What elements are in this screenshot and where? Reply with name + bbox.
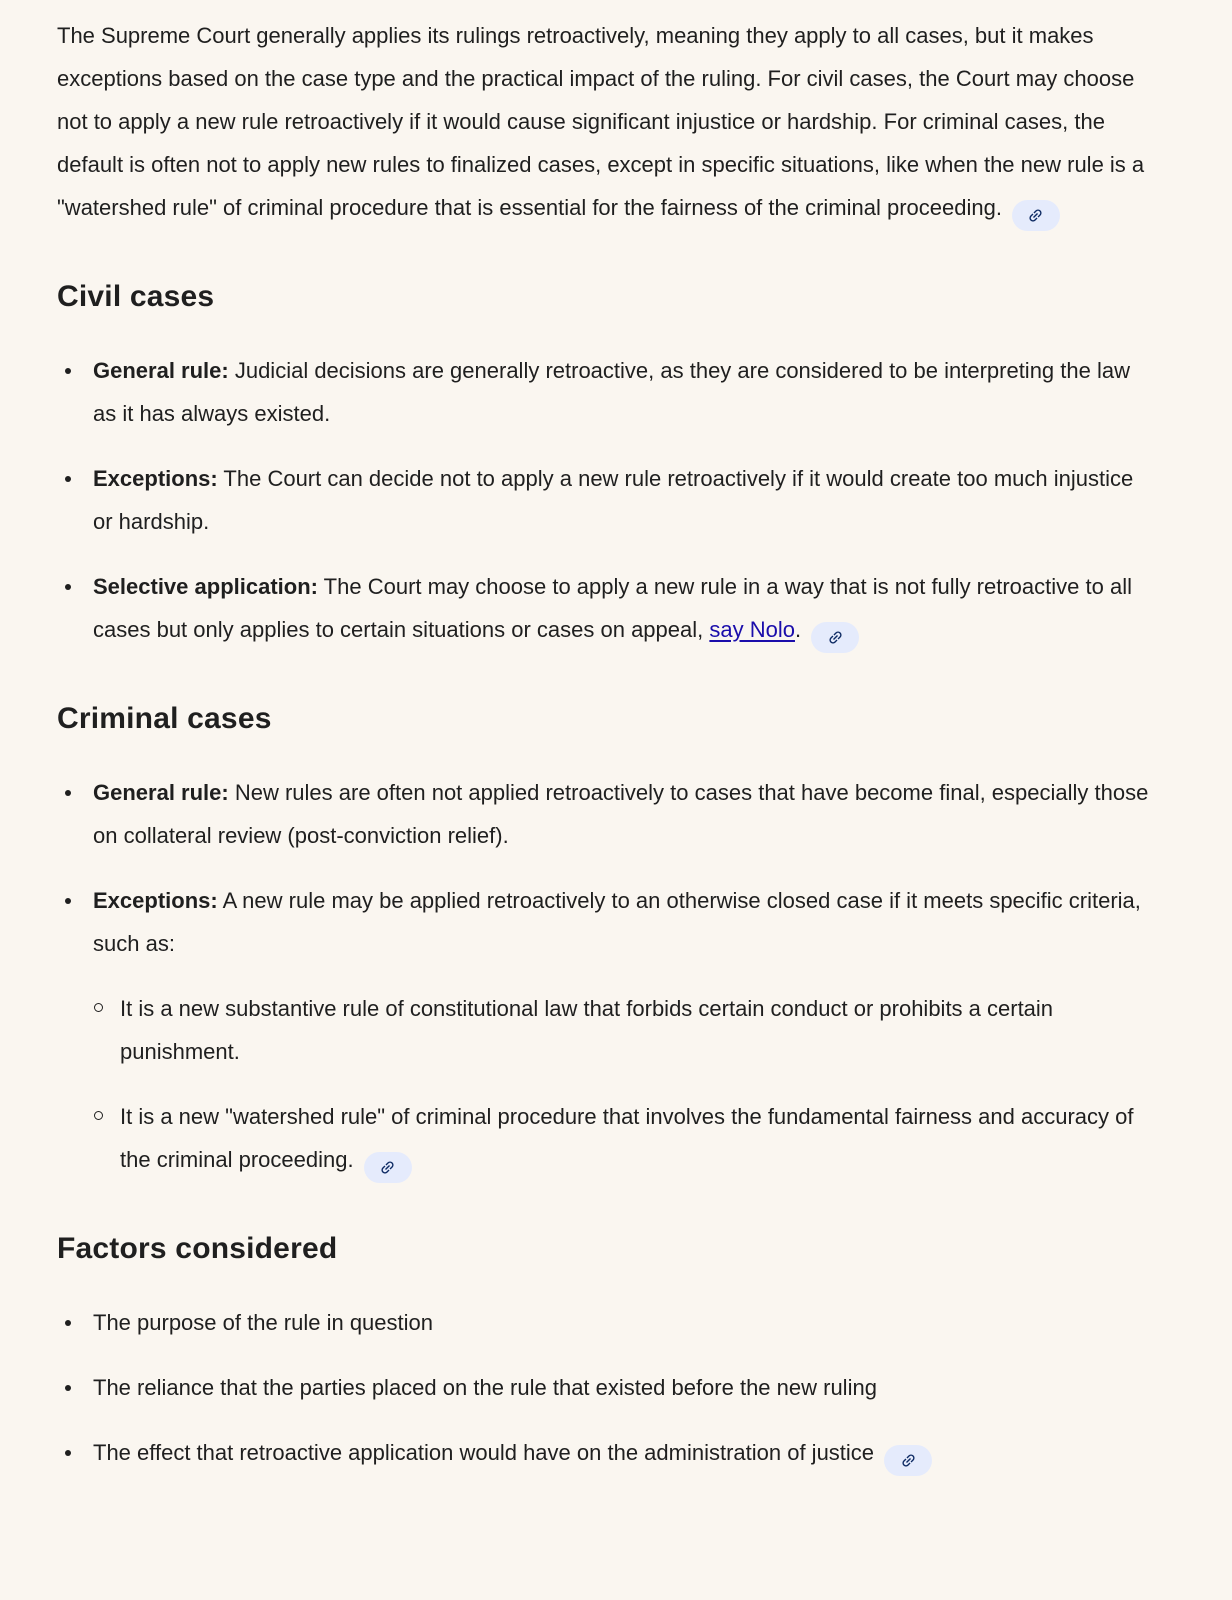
list-item [57, 1366, 1157, 1409]
sublist-item [93, 987, 1157, 1073]
bullet-list [57, 1301, 1157, 1476]
circle-bullet-icon [93, 1095, 120, 1183]
source-link-pill[interactable] [884, 1445, 932, 1476]
source-link-pill[interactable] [1012, 200, 1060, 231]
list-item [57, 457, 1157, 543]
section-heading: Civil cases [57, 280, 215, 313]
item-text: It is a new substantive rule of constitutional law that forbids certain conduct or prohibits a certain punishment. [120, 996, 1054, 1064]
section-heading: Criminal cases [57, 702, 272, 735]
item-text: The Court can decide not to apply a new rule retroactively if it would create too much injustice or hardship. [93, 466, 1134, 534]
bullet-icon [57, 457, 93, 543]
section-criminal-cases [57, 699, 1157, 1183]
list-item-text [93, 1301, 1157, 1344]
item-text: The reliance that the parties placed on the rule that existed before the new ruling [93, 1375, 877, 1400]
list-item-text [93, 457, 1157, 543]
sublist-item [93, 1095, 1157, 1183]
section-heading: Factors considered [57, 1232, 338, 1265]
link-icon [379, 1159, 396, 1176]
link-icon [1027, 207, 1044, 224]
item-text: It is a new "watershed rule" of criminal procedure that involves the fundamental fairness and accuracy of the criminal proceeding. [120, 1104, 1134, 1172]
link-icon [900, 1452, 917, 1469]
list-item [57, 565, 1157, 653]
list-item-text [93, 565, 1157, 653]
item-text: Judicial decisions are generally retroactive, as they are considered to be interpreting the law as it has always existed. [93, 358, 1130, 426]
list-item-text [120, 987, 1157, 1073]
item-text: A new rule may be applied retroactively to an otherwise closed case if it meets specific criteria, such as: [93, 888, 1141, 956]
list-item [57, 879, 1157, 1183]
sections [57, 277, 1157, 1476]
intro-pill-slot [1002, 195, 1060, 220]
bullet-icon [57, 879, 93, 1183]
inline-link[interactable]: say Nolo [709, 617, 795, 642]
item-text-after-link: . [794, 617, 802, 642]
list-item [57, 1431, 1157, 1476]
item-text: The Court may choose to apply a new rule in a way that is not fully retroactive to all cases but only applies to certain situations or cases on appeal, [93, 574, 1132, 642]
list-item [57, 1301, 1157, 1344]
item-text: The effect that retroactive application would have on the administration of justice [93, 1440, 875, 1465]
link-icon [827, 629, 844, 646]
section-factors-considered [57, 1229, 1157, 1476]
list-item-text [120, 1095, 1157, 1183]
list-item [57, 349, 1157, 435]
source-link-pill[interactable] [811, 622, 859, 653]
section-civil-cases [57, 277, 1157, 653]
list-item-text [93, 879, 1157, 1183]
circle-bullet-icon [93, 987, 120, 1073]
item-lead: Selective application: [93, 574, 318, 599]
list-item-text [93, 349, 1157, 435]
list-item-text [93, 1431, 1157, 1476]
item-text: The purpose of the rule in question [93, 1310, 434, 1335]
bullet-icon [57, 771, 93, 857]
item-lead: Exceptions: [93, 888, 218, 913]
bullet-list [57, 771, 1157, 1183]
bullet-icon [57, 349, 93, 435]
bullet-icon [57, 1366, 93, 1409]
intro-text: The Supreme Court generally applies its rulings retroactively, meaning they apply to all cases, but it makes exceptions based on the case type and the practical impact of the ruling. For civil cases, the Court may choose not to apply a new rule retroactively if it would cause significant injustice or hardship. For criminal cases, the default is often not to apply new rules to finalized cases, except in specific situations, like when the new rule is a "watershed rule" of criminal procedure that is essential for the fairness of the criminal proceeding. [57, 23, 1145, 220]
item-lead: General rule: [93, 780, 229, 805]
sublist [93, 987, 1157, 1183]
list-item-text [93, 771, 1157, 857]
list-item-text [93, 1366, 1157, 1409]
intro-paragraph [57, 14, 1157, 231]
list-item [57, 771, 1157, 857]
item-text: New rules are often not applied retroactively to cases that have become final, especially those on collateral review (post-conviction relief). [93, 780, 1149, 848]
source-link-pill[interactable] [364, 1152, 412, 1183]
item-lead: General rule: [93, 358, 229, 383]
bullet-list [57, 349, 1157, 653]
bullet-icon [57, 1431, 93, 1476]
item-lead: Exceptions: [93, 466, 218, 491]
bullet-icon [57, 1301, 93, 1344]
bullet-icon [57, 565, 93, 653]
